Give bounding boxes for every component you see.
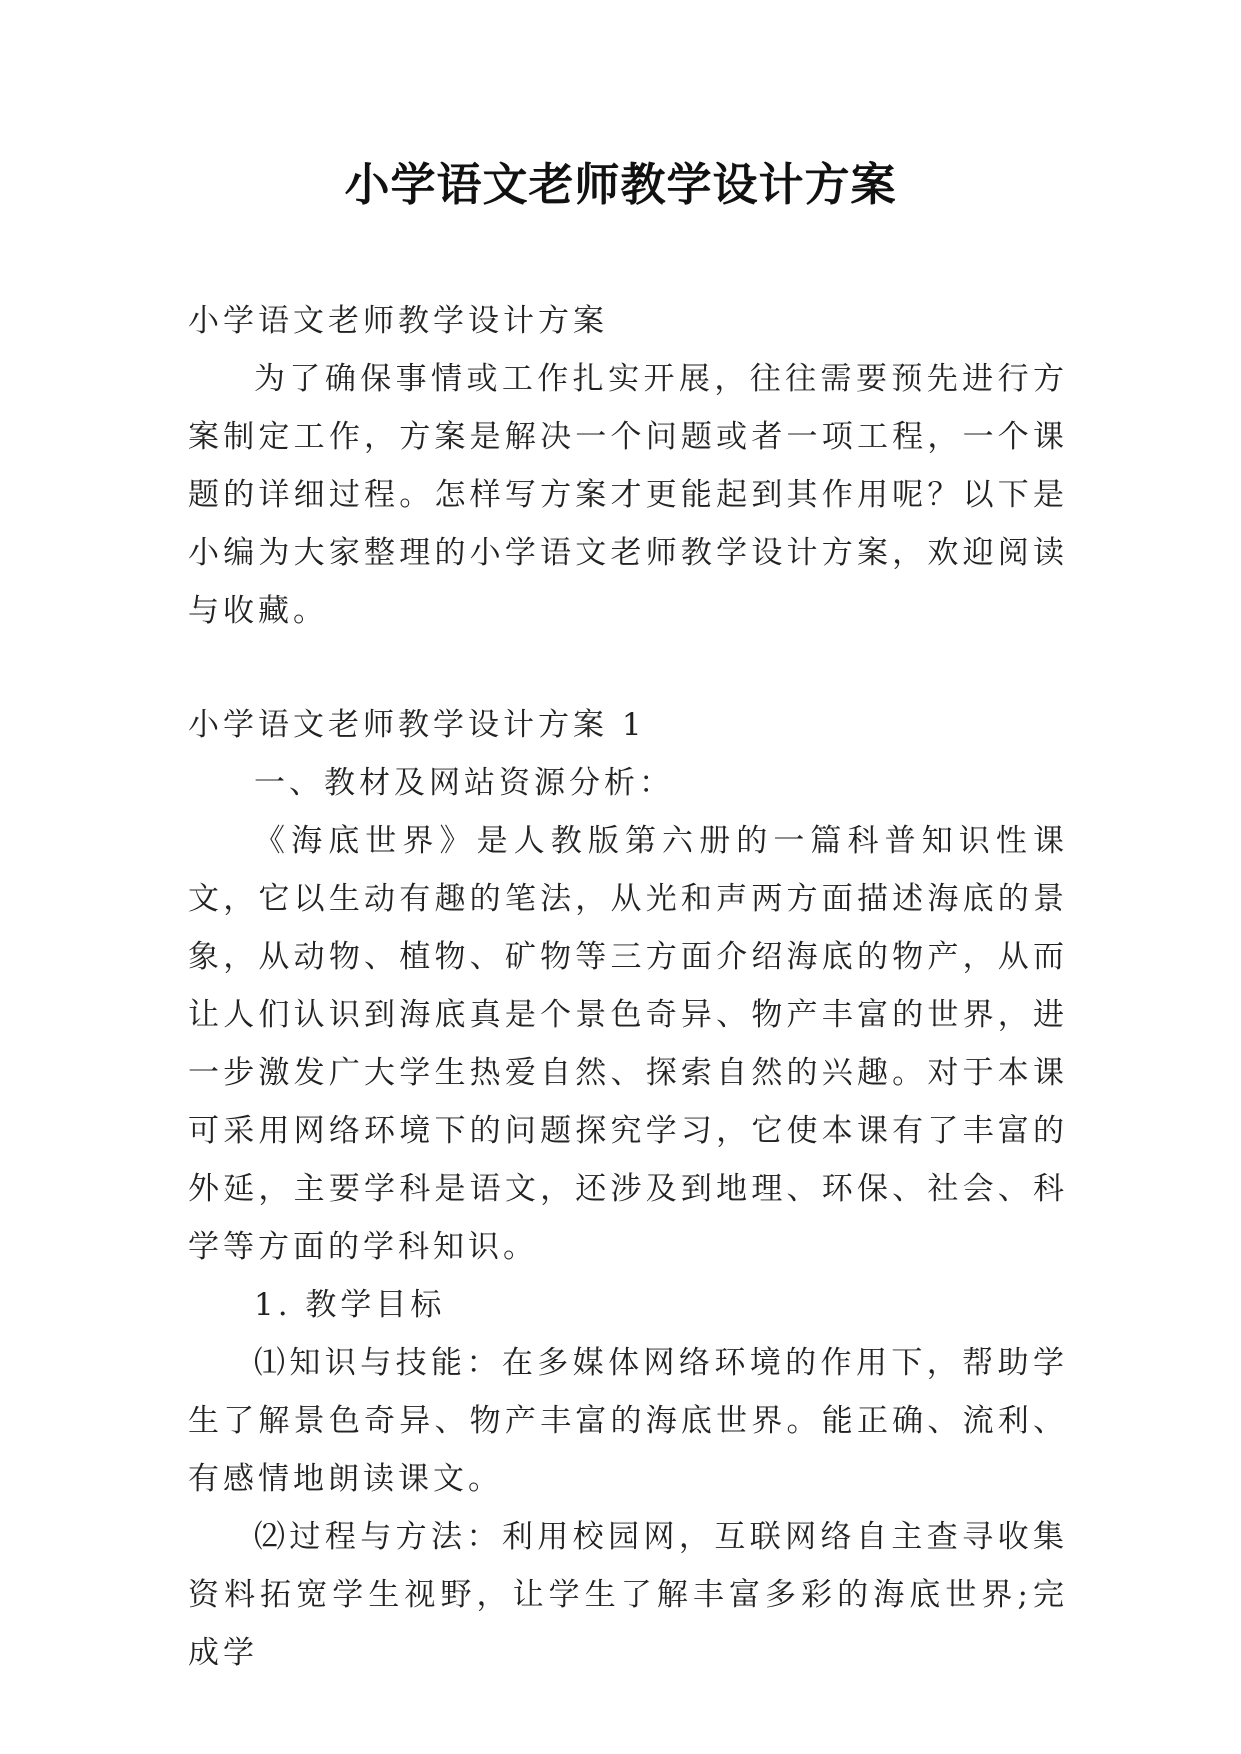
paragraph-intro: 为了确保事情或工作扎实开展，往往需要预先进行方案制定工作，方案是解决一个问题或者一项工程，一个课题的详细过程。怎样写方案才更能起到其作用呢？以下是小编为大家整理的小学语文老师教学设计方案，欢迎阅读与收藏。 <box>188 361 1068 629</box>
goal-process: ⑵过程与方法：利用校园网，互联网络自主查寻收集资料拓宽学生视野，让学生了解丰富多彩的海底世界;完成学 <box>188 1519 1068 1671</box>
paragraph-analysis: 《海底世界》是人教版第六册的一篇科普知识性课文，它以生动有趣的笔法，从光和声两方面描述海底的景象，从动物、植物、矿物等三方面介绍海底的物产，从而让人们认识到海底真是个景色奇异、物产丰富的世界，进一步激发广大学生热爱自然、探索自然的兴趣。对于本课可采用网络环境下的问题探究学习，它使本课有了丰富的外延，主要学科是语文，还涉及到地理、环保、社会、科学等方面的学科知识。 <box>188 823 1068 1265</box>
subsection-heading: 一、教材及网站资源分析： <box>254 765 674 801</box>
teaching-goal-heading: 1. 教学目标 <box>254 1287 446 1323</box>
document-title: 小学语文老师教学设计方案 <box>344 158 897 211</box>
paragraph-heading: 小学语文老师教学设计方案 <box>188 303 608 339</box>
goal-knowledge: ⑴知识与技能：在多媒体网络环境的作用下，帮助学生了解景色奇异、物产丰富的海底世界。能正确、流利、有感情地朗读课文。 <box>188 1345 1068 1497</box>
document-body <box>188 292 1068 1682</box>
section-heading: 小学语文老师教学设计方案 1 <box>188 707 646 743</box>
